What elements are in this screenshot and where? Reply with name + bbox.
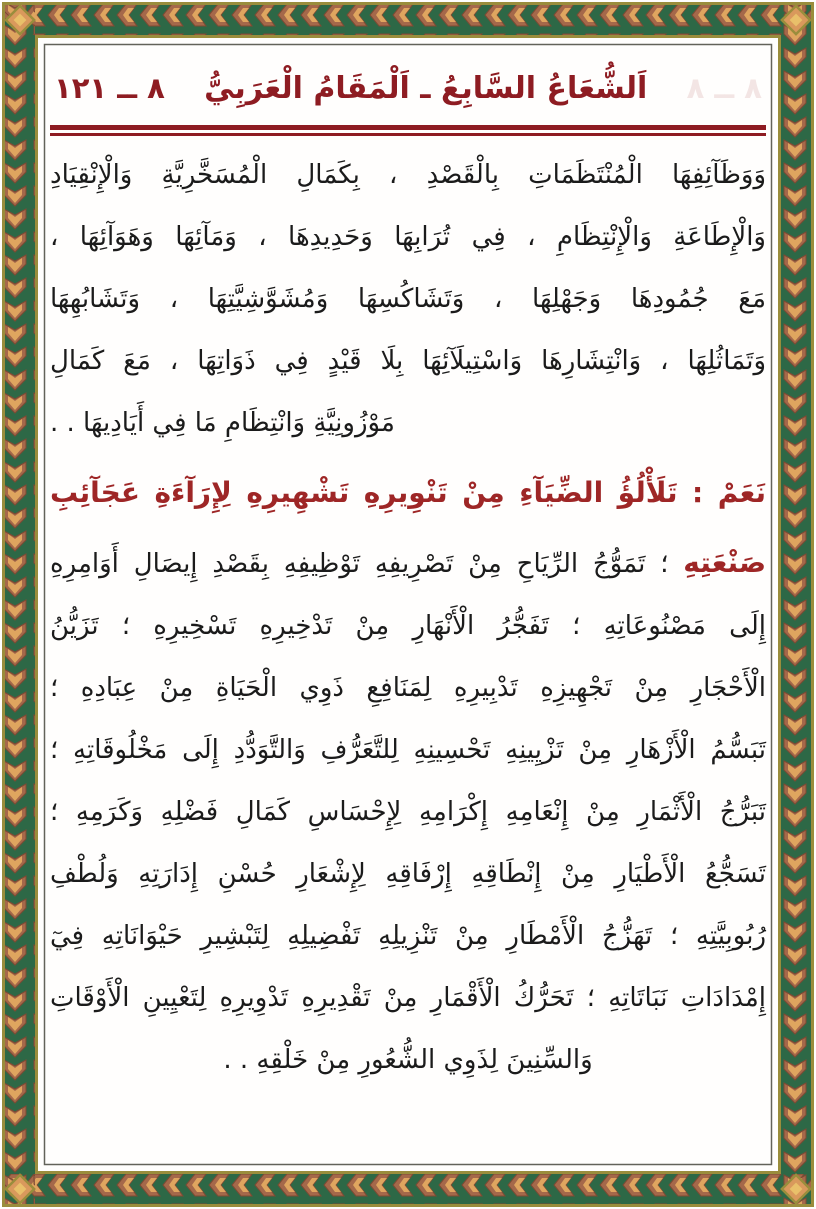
- page-title: اَلشُّعَاعُ السَّابِعُ ـ اَلْمَقَامُ الْعَرَبِيُّ: [204, 71, 648, 106]
- text-line: الْأَحْجَارِ مِنْ تَجْهِيزِهِ تَدْبِيرِهِ لِمَنَافِعِ ذَوِي الْحَيَاةِ مِنْ عِبَادِهِ ؛: [50, 673, 766, 703]
- paragraph-2: [50, 532, 766, 1091]
- page-number: ٨ ــ ١٢١: [54, 71, 165, 105]
- paragraph-1: [50, 144, 766, 454]
- text-line: مَوْزُونِيَّةِ وَانْتِظَامِ مَا فِي أَيَادِيهَا . .: [50, 408, 395, 438]
- text-line: تَسَجُّعُ الْأَطْيَارِ مِنْ إِنْطَاقِهِ إِرْفَاقِهِ لِإِشْعَارِ حُسْنِ إِدَارَتِهِ وَلُطْفِ: [50, 859, 766, 889]
- faint-page-marker: ٨ ــ ٨: [686, 71, 762, 105]
- lead-line-rest: ؛ تَمَوُّجُ الرِّيَاحِ مِنْ تَصْرِيفِهِ تَوْظِيفِهِ بِقَصْدِ إِيصَالِ أَوَامِرِهِ: [50, 549, 684, 579]
- text-line: تَبَسُّمُ الْأَزْهَارِ مِنْ تَزْيِينِهِ تَحْسِينِهِ لِلتَّعَرُّفِ وَالتَّوَدُّدِ إِلَى مَخْلُوقَاتِهِ ؛: [50, 735, 766, 765]
- text-line: وَتَمَاثُلِهَا ، وَانْتِشَارِهَا وَاسْتِيلَآئِهَا بِلَا قَيْدٍ فِي ذَوَاتِهَا ، مَعَ كَمَالِ: [50, 346, 766, 376]
- page-content: [46, 46, 770, 1163]
- text-line: تَبَرُّجُ الْأَثْمَارِ مِنْ إِنْعَامِهِ إِكْرَامِهِ لِإِحْسَاسِ كَمَالِ فَضْلِهِ وَكَرَمِهِ ؛: [50, 797, 766, 827]
- header-divider: [50, 125, 766, 136]
- text-line: [50, 532, 766, 595]
- text-line: وَالْإِطَاعَةِ وَالْإِنْتِظَامِ ، فِي تُرَابِهَا وَحَدِيدِهَا ، وَمَآئِهَا وَهَوَآئِهَا ،: [50, 222, 766, 252]
- text-line: وَالسِّنِينَ لِذَوِي الشُّعُورِ مِنْ خَلْقِهِ . .: [223, 1045, 593, 1075]
- page-header: [54, 62, 762, 115]
- red-lead-word: صَنْعَتِهِ: [683, 546, 766, 579]
- text-line: إِمْدَادَاتِ نَبَاتَاتِهِ ؛ تَحَرُّكُ الْأَقْمَارِ مِنْ تَقْدِيرِهِ تَدْوِيرِهِ لِتَعْيِينِ الْأَوْقَاتِ: [50, 983, 766, 1013]
- text-line: وَوَظَآئِفِهَا الْمُنْتَظَمَاتِ بِالْقَصْدِ ، بِكَمَالِ الْمُسَخَّرِيَّةِ وَالْإِنْقِيَادِ: [50, 160, 766, 190]
- red-heading-line: نَعَمْ : تَلَأْلُؤُ الضِّيَآءِ مِنْ تَنْوِيرِهِ تَشْهِيرِهِ لِإِرَآءَةِ عَجَآئِبِ: [50, 476, 766, 509]
- text-line: إِلَى مَصْنُوعَاتِهِ ؛ تَفَجُّرُ الْأَنْهَارِ مِنْ تَدْخِيرِهِ تَسْخِيرِهِ ؛ تَزَيُّنُ: [50, 611, 766, 641]
- text-line: رُبُوبِيَّتِهِ ؛ تَهَزُّجُ الْأَمْطَارِ مِنْ تَنْزِيلِهِ تَفْضِيلِهِ لِتَبْشِيرِ حَيْوَانَاتِهِ فِيٓ: [50, 921, 766, 951]
- text-line: مَعَ جُمُودِهَا وَجَهْلِهَا ، وَتَشَاكُسِهَا وَمُشَوَّشِيَّتِهَا ، وَتَشَابُهِهَا: [50, 284, 766, 314]
- red-heading: [50, 462, 766, 524]
